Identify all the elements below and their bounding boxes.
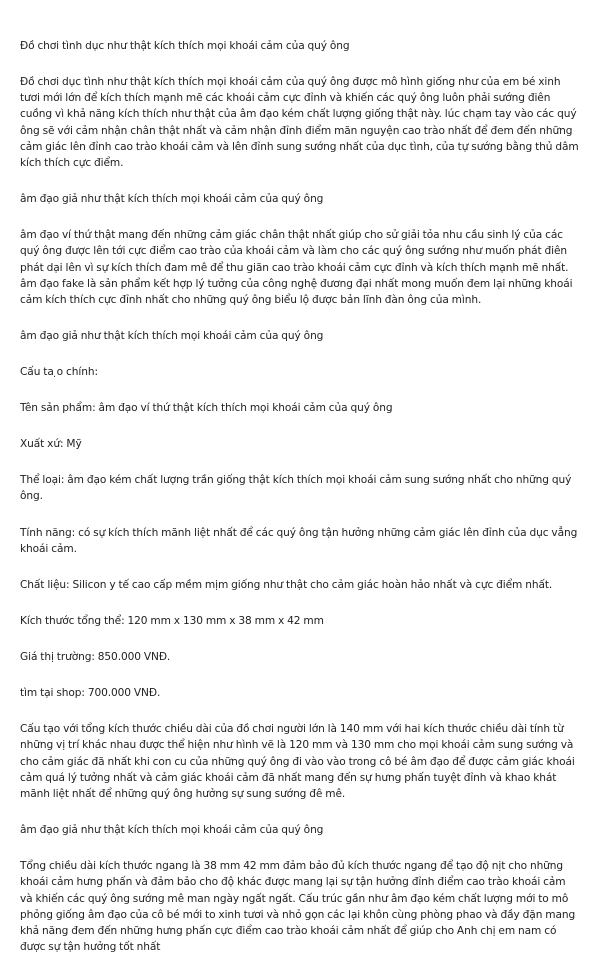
paragraph-description: âm đạo ví thứ thật mang đến những cảm giác chân thật nhất giúp cho sử giải tỏa nhu cầu sinh lý của các quý ông được lên tới cực điểm cao trào của khoái cảm và làm cho các quý ông sướng như muốn phát điên phát dại lên vì sự kích thích đam mê để thu giãn cao trào khoái cảm cực đỉnh và kích thích mạnh mẽ nhất. âm đạo fake là sản phẩm kết hợp lý tưởng của công nghệ đương đại nhất mong muốn đem lại những khoái cảm kích thích cực đỉnh nhất cho những quý ông biểu lộ được bản lĩnh đàn ông của mình. (20, 229, 573, 307)
doc-title: Đồ chơi tình dục như thật kích thích mọi khoái cảm của quý ông (20, 40, 350, 52)
structure-heading: Cấu ta ̣o chính: (20, 366, 98, 379)
paragraph-width: Tổng chiều dài kích thước ngang là 38 mm 42 mm đảm bảo đủ kích thước ngang để tạo độ nịt cho những khoái cảm hưng phấn và đảm bảo cho độ khác được mang lại sự tận hưởng đỉnh điểm cao trào khoái cảm và khiến các quý ông sướng mê man ngày ngất ngất. Cấu trúc gần như âm đạo kém chất lượng mới to mô phỏng giống âm đạo của cô bé mới to xinh tươi và nhỏ gọn các lại khôn cùng phòng phao và đầy đặn mang khả năng đem đến những hưng phấn cực điểm cao trào khoái cảm nhất để giúp cho Anh chị em nam có được sự tận hưởng tốt nhất (20, 860, 576, 954)
subheading-1: âm đạo giả như thật kích thích mọi khoái cảm của quý ông (20, 193, 324, 206)
spec-features: Tính năng: có sự kích thích mãnh liệt nhất để các quý ông tận hưởng những cảm giác lên đỉnh của dục vẳng khoái cảm. (20, 526, 578, 555)
spec-dimensions: Kích thước tổng thể: 120 mm x 130 mm x 38 mm x 42 mm (20, 615, 324, 628)
document-body (20, 38, 580, 970)
spec-product-name: Tên sản phẩm: âm đạo ví thứ thật kích thích mọi khoái cảm của quý ông (20, 402, 393, 415)
paragraph-structure: Cấu tạo với tổng kích thước chiều dài của đồ chơi người lớn là 140 mm với hai kích thước chiều dài tính từ những vị trí khác nhau được thể hiện như hình vẽ là 120 mm và 130 mm cho mọi khoái cảm sung sướng và cho cảm giác đã nhất khi con cu của những quý ông đi vào vào trong cô bé âm đạo để được cảm giác khoái cảm quá lý tưởng nhất và cảm giác khoái cảm đã nhất mang đến sự hưng phấn tuyệt đỉnh và khao khát mãnh liệt nhất để những quý ông hưởng sự sung sướng đê mê. (20, 723, 575, 801)
subheading-2: âm đạo giả như thật kích thích mọi khoái cảm của quý ông (20, 330, 324, 343)
paragraph-intro: Đồ chơi dục tình như thật kích thích mọi khoái cảm của quý ông được mô hình giống như của em bé xinh tươi mới lớn để kích thích mạnh mẽ các khoái cảm cực đỉnh và khiến các quý ông luôn phải sướng điên cuồng vì khả năng kích thích như thật của âm đạo kém chất lượng giống thật này. lúc chạm tay vào các quý ông sẽ với cảm nhận chân thật nhất và cảm nhận đỉnh điểm mãn nguyện cao trào nhất để đem đến những cảm giác lên đỉnh cao trào khoái cảm và lên đỉnh sung sướng nhất của dục tình, của tự sướng bằng thủ dâm kích thích cực điểm. (20, 76, 579, 170)
spec-category: Thể loại: âm đạo kém chất lượng trần giống thật kích thích mọi khoái cảm sung sướng nhất cho những quý ông. (20, 474, 572, 503)
spec-origin: Xuất xứ: Mỹ (20, 438, 82, 451)
subheading-3: âm đạo giả như thật kích thích mọi khoái cảm của quý ông (20, 824, 324, 837)
spec-market-price: Giá thị trường: 850.000 VNĐ. (20, 651, 171, 664)
spec-material: Chất liệu: Silicon y tế cao cấp mềm mịm giống như thật cho cảm giác hoàn hảo nhất và cực điểm nhất. (20, 579, 553, 592)
spec-shop-price: tìm tại shop: 700.000 VNĐ. (20, 687, 161, 700)
